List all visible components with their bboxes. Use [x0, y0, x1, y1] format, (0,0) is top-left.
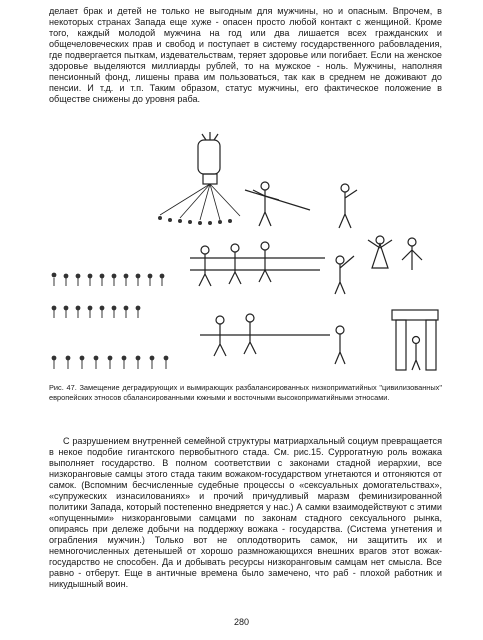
dancers-right	[368, 236, 422, 270]
figure-47-illustration	[40, 130, 450, 380]
warriors-middle	[190, 242, 354, 294]
paragraph-top: делает брак и детей не только не выгодным для мужчины, но и опасным. Впрочем, в некоторых странах Запада еще хуже - опасен просто любой контакт с женщиной. Кроме того, каждый молодой мужчина на год или два лишается всех гражданских и общечеловеческих прав и свобод и поступает в систему государственного рабовладения, где подвергается пыткам, издевательствам, теряет здоровье или погибает. Если на женское здоровье выделяются миллиарды рублей, то на мужское - ноль. Мужчины, наполняя пенсионный фонд, лишены права им пользоваться, так как в среднем не доживают до пенсии. И т.д. и т.п. Таким образом, статус мужчины, его фактическое положение в обществе снижены до уровня раба.	[49, 6, 442, 104]
page-number: 280	[233, 617, 250, 627]
crowd-small-figures	[52, 216, 232, 360]
warriors-bottom	[200, 314, 345, 364]
paragraph-bottom: С разрушением внутренней семейной структуры матриархальный социум превращается в некое подобие гигантского первобытного стада. См. рис.15. Суррогатную роль вожака выполняет государство. В полном соответствии с законами стадной иерархии, все низкоранговые самцы этого стада таким вожаком-государством угнетаются и отгоняются от самок. (Вспомним бесчисленные судебные процессы о «сексуальных домогательствах», «супружеских изнасилованиях» и прочий причудливый маразм феминизированной политики Запада, который постепенно внедряется у нас.) А самки взаимодействуют с этими «опущенными» низкоранговыми самцами по законам стадного сексуального рынка, опираясь при дележе добычи на поддержку вожака - государства. (Система угнетения и ограбления мужчин.) Только вот не оплодотворить самок, ни защитить их и немногочисленных детенышей от хорошо размножающихся внешних врагов этот вожак-государство не способен. Да и добывать ресурсы низкоранговым самцам нет смысла. Все равно - отберут. Еще в античные времена было замечено, что раб - плохой работник и никудышный воин.	[49, 436, 442, 589]
crowd-bodies	[54, 278, 166, 369]
stone-structure	[392, 310, 438, 370]
idol-figure	[160, 132, 240, 220]
warriors-top	[245, 182, 357, 228]
figure-caption: Рис. 47. Замещение деградирующих и вымирающих разбалансированных низкоприматийных "цивилизованных" европейских этносов сбалансированными южными и восточными высокоприматийными этносами.	[49, 383, 442, 402]
